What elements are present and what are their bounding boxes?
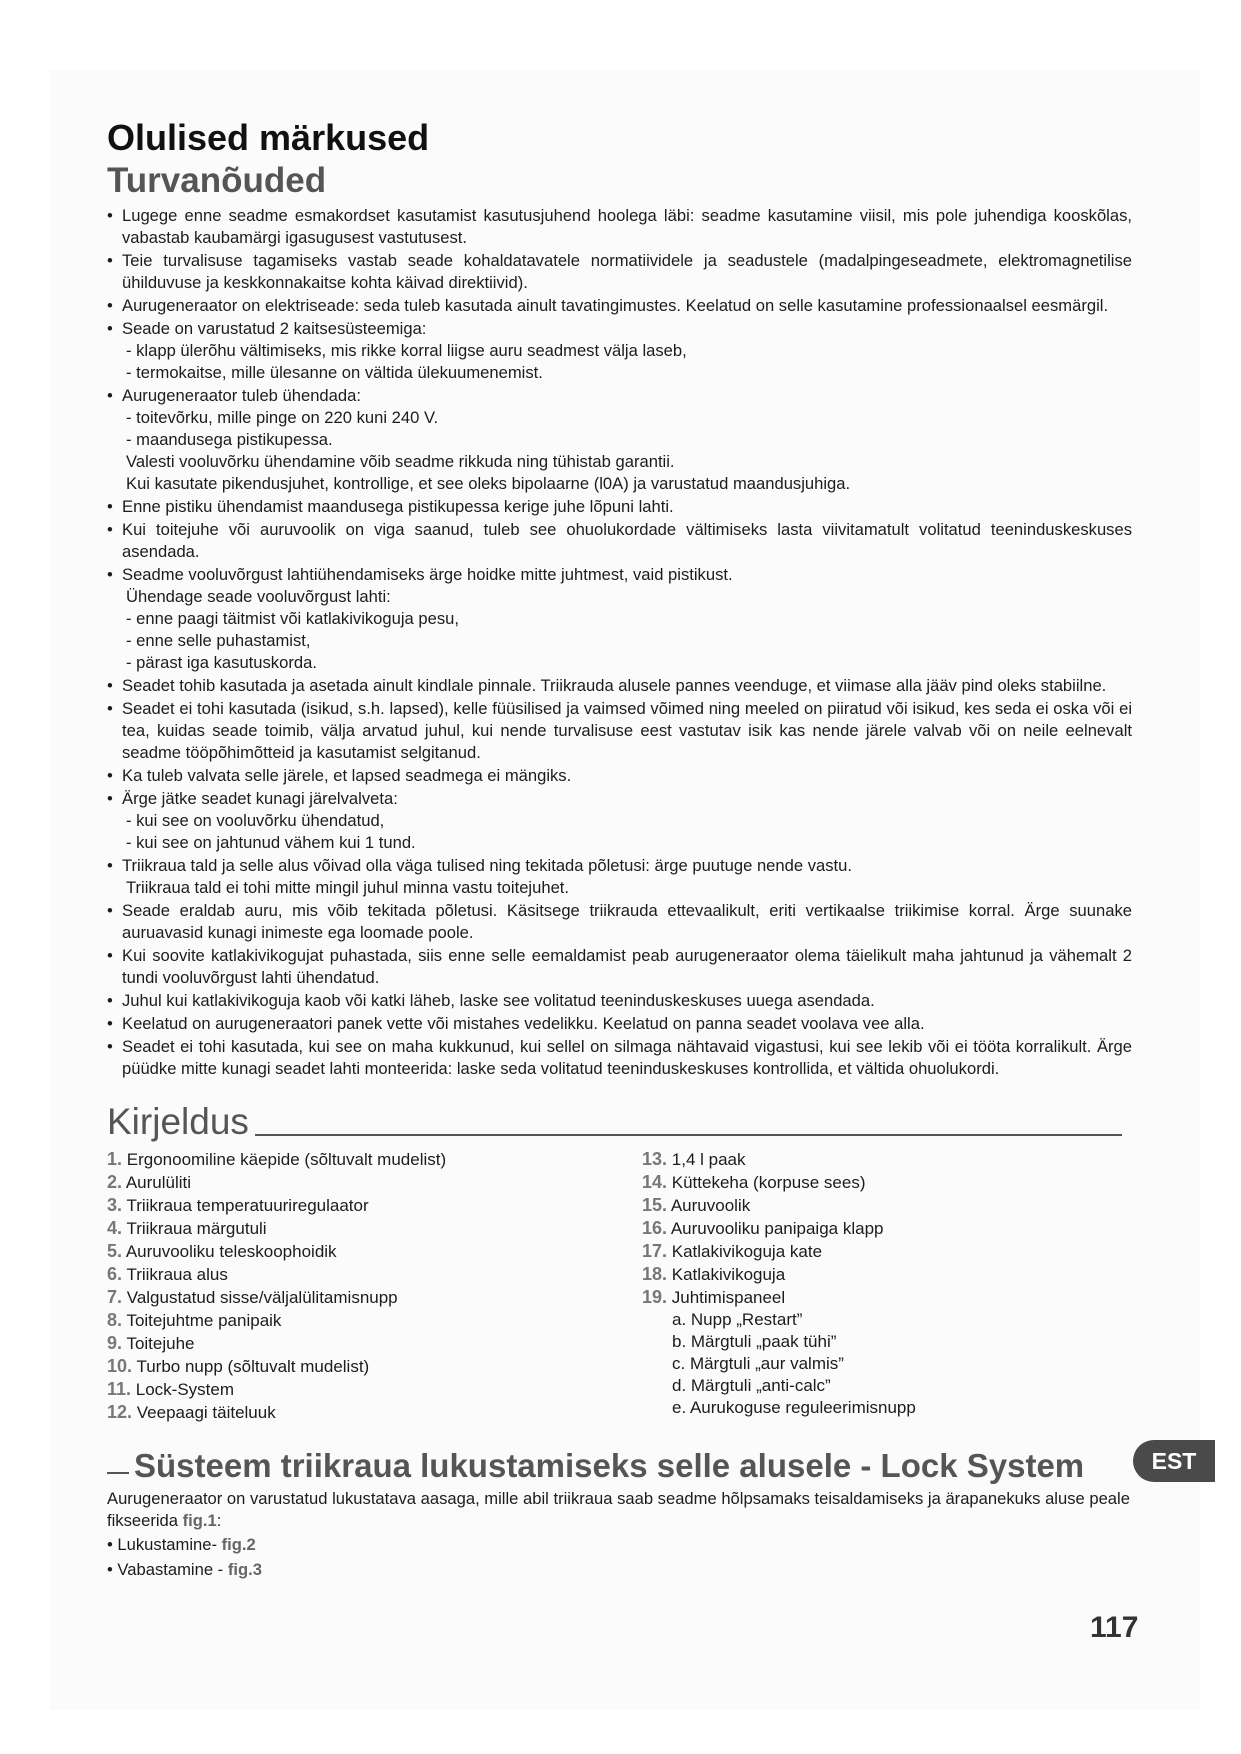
panel-item: d. Märgtuli „anti-calc” — [672, 1376, 831, 1395]
heading-dash — [107, 1472, 129, 1474]
sub-item: - klapp ülerõhu vältimiseks, mis rikke korral liigse auru seadmest välja laseb, — [126, 341, 687, 360]
list-item — [107, 1263, 642, 1286]
sub-item: - enne selle puhastamist, — [126, 631, 311, 650]
list-item-text: Aurugeneraator tuleb ühendada: — [122, 386, 361, 405]
panel-item: a. Nupp „Restart” — [672, 1310, 803, 1329]
item-label: Küttekeha (korpuse sees) — [671, 1173, 866, 1192]
list-item — [642, 1148, 1122, 1171]
list-item — [107, 855, 1132, 899]
list-item — [107, 788, 1132, 854]
list-item — [642, 1263, 1122, 1286]
page-content — [107, 117, 1132, 1582]
list-item — [107, 385, 1132, 495]
list-item — [107, 1309, 642, 1332]
item-number: 17. — [642, 1241, 668, 1261]
item-label: Valgustatud sisse/väljalülitamisnupp — [126, 1288, 398, 1307]
lock-system-intro: Aurugeneraator on varustatud lukustatava aasaga, mille abil triikraua saab seadme hõlpsamaks teisaldamiseks ja ärapanekuks aluse peale fikseerida fig.1: — [107, 1489, 1130, 1530]
item-number: 18. — [642, 1264, 668, 1284]
item-number: 3. — [107, 1195, 123, 1215]
description-left-column — [107, 1148, 642, 1424]
list-item: • Juhul kui katlakivikoguja kaob või katki läheb, laske see volitatud teeninduskeskuses uuega asendada. — [107, 990, 1132, 1012]
safety-title: Turvanõuded — [107, 161, 327, 200]
control-panel-list — [642, 1309, 1122, 1419]
list-item — [107, 1286, 642, 1309]
item-number: 12. — [107, 1402, 133, 1422]
description-heading — [107, 1102, 1132, 1142]
item-label: Turbo nupp (sõltuvalt mudelist) — [136, 1357, 370, 1376]
list-item-text: Seadme vooluvõrgust lahtiühendamiseks ärge hoidke mitte juhtmest, vaid pistikust. — [122, 565, 733, 584]
description-right-list — [642, 1148, 1122, 1309]
list-item — [642, 1194, 1122, 1217]
list-item-text: Seade on varustatud 2 kaitsesüsteemiga: — [122, 319, 427, 338]
item-number: 2. — [107, 1172, 123, 1192]
item-label: Auruvooliku panipaiga klapp — [670, 1219, 884, 1238]
item-label: Veepaagi täiteluuk — [136, 1403, 276, 1422]
list-item: • Lugege enne seadme esmakordset kasutamist kasutusjuhend hoolega läbi: seadme kasutamine viisil, mis pole juhendiga kooskõlas, vabastab kaubamärgi igasugusest vastutusest. — [107, 205, 1132, 249]
heading-rule — [255, 1134, 1122, 1136]
main-title: Olulised märkused — [107, 117, 430, 158]
item-label: Triikraua temperatuuriregulaator — [126, 1196, 369, 1215]
item-label: Toitejuhtme panipaik — [126, 1311, 282, 1330]
item-number: 9. — [107, 1333, 123, 1353]
language-badge: EST — [1133, 1440, 1215, 1482]
item-number: 15. — [642, 1195, 668, 1215]
description-title: Kirjeldus — [107, 1101, 249, 1142]
lock-system-title: Süsteem triikraua lukustamiseks selle alusele - Lock System — [134, 1447, 1085, 1484]
list-item: • Keelatud on aurugeneraatori panek vette või mistahes vedelikku. Keelatud on panna seadet voolava vee alla. — [107, 1013, 1132, 1035]
item-label: Aurulüliti — [125, 1173, 192, 1192]
item-label: Triikraua alus — [126, 1265, 228, 1284]
note-text: Kui kasutate pikendusjuhet, kontrollige, et see oleks bipolaarne (l0A) ja varustatud maandusjuhiga. — [126, 474, 851, 493]
figure-reference: fig.1 — [182, 1511, 217, 1530]
page-number: 117 — [1090, 1611, 1139, 1644]
lock-system-heading — [107, 1446, 1132, 1486]
lock-step-label: • Lukustamine- — [107, 1535, 218, 1554]
description-columns — [107, 1148, 1132, 1424]
item-label: Lock-System — [135, 1380, 235, 1399]
list-item: • Seadet tohib kasutada ja asetada ainult kindlale pinnale. Triikrauda alusele pannes veenduge, et viimase alla jääv pind oleks stabiilne. — [107, 675, 1132, 697]
lock-intro-text: Aurugeneraator on varustatud lukustatava aasaga, mille abil triikraua saab seadme hõlpsamaks teisaldamiseks ja ärapanekuks aluse peale fikseerida — [107, 1489, 1130, 1530]
list-item — [107, 1171, 642, 1194]
item-label: Toitejuhe — [126, 1334, 195, 1353]
list-item — [107, 1332, 642, 1355]
safety-list — [107, 205, 1132, 1080]
panel-item: e. Aurukoguse reguleerimisnupp — [672, 1398, 916, 1417]
sub-item: - termokaitse, mille ülesanne on vältida ülekuumenemist. — [126, 363, 543, 382]
list-item: • Kui toitejuhe või auruvoolik on viga saanud, tuleb see ohuolukordade vältimiseks lasta viivitamatult volitatud teeninduskeskuses asendada. — [107, 519, 1132, 563]
list-item — [107, 1355, 642, 1378]
unlock-step-label: • Vabastamine - — [107, 1560, 224, 1579]
item-label: Auruvooliku teleskoophoidik — [125, 1242, 337, 1261]
item-number: 16. — [642, 1218, 668, 1238]
item-number: 7. — [107, 1287, 123, 1307]
list-item — [107, 1148, 642, 1171]
item-label: Katlakivikoguja kate — [671, 1242, 823, 1261]
description-right-column — [642, 1148, 1122, 1424]
item-number: 11. — [107, 1379, 132, 1399]
list-item-text: Triikraua tald ja selle alus võivad olla väga tulised ning tekitada põletusi: ärge puutuge nende vastu. — [122, 856, 852, 875]
list-item — [107, 1401, 642, 1424]
list-item: • Teie turvalisuse tagamiseks vastab seade kohaldatavatele normatiividele ja seadustele (madalpingeseadmete, elektromagnetilise ühilduvuse ja keskkonnakaitse kohta käivad direktiivid). — [107, 250, 1132, 294]
item-number: 5. — [107, 1241, 123, 1261]
list-item: • Aurugeneraator on elektriseade: seda tuleb kasutada ainult tavatingimustes. Keelatud on selle kasutamine professionaalsel eesmärgil. — [107, 295, 1132, 317]
item-label: Auruvoolik — [670, 1196, 751, 1215]
item-number: 6. — [107, 1264, 123, 1284]
item-number: 1. — [107, 1149, 123, 1169]
list-item: • Enne pistiku ühendamist maandusega pistikupessa kerige juhe lõpuni lahti. — [107, 496, 1132, 518]
list-item — [642, 1286, 1122, 1309]
item-label: Katlakivikoguja — [671, 1265, 786, 1284]
item-label: 1,4 l paak — [671, 1150, 746, 1169]
list-item: • Seadet ei tohi kasutada, kui see on maha kukkunud, kui sellel on silmaga nähtavaid vigastusi, kui see lekib või ei tööta korralikult. Ärge püüdke mitte kunagi seadet lahti monteerida: laske seda volitatud teeninduskeskuses kontrollida, et vältida ohuolukordi. — [107, 1036, 1132, 1080]
figure-reference: fig.2 — [221, 1535, 256, 1554]
item-label: Juhtimispaneel — [671, 1288, 786, 1307]
list-item — [107, 1532, 1132, 1557]
list-item — [107, 1240, 642, 1263]
list-item — [642, 1240, 1122, 1263]
sub-item: - enne paagi täitmist või katlakivikoguja pesu, — [126, 609, 459, 628]
item-number: 19. — [642, 1287, 668, 1307]
list-item — [107, 1378, 642, 1401]
list-item — [107, 318, 1132, 384]
panel-item: b. Märgtuli „paak tühi” — [672, 1332, 837, 1351]
list-item: • Ka tuleb valvata selle järele, et lapsed seadmega ei mängiks. — [107, 765, 1132, 787]
list-item — [107, 564, 1132, 674]
item-number: 10. — [107, 1356, 133, 1376]
panel-item: c. Märgtuli „aur valmis” — [672, 1354, 844, 1373]
item-label: Ergonoomiline käepide (sõltuvalt mudelist) — [126, 1150, 447, 1169]
item-number: 8. — [107, 1310, 123, 1330]
sub-item: - kui see on vooluvõrku ühendatud, — [126, 811, 385, 830]
figure-reference: fig.3 — [227, 1560, 262, 1579]
list-item — [642, 1171, 1122, 1194]
item-label: Triikraua märgutuli — [126, 1219, 267, 1238]
item-number: 13. — [642, 1149, 668, 1169]
item-number: 14. — [642, 1172, 668, 1192]
list-item: • Seade eraldab auru, mis võib tekitada põletusi. Käsitsege triikrauda ettevaalikult, eriti vertikaalse triikimise korral. Ärge suunake auruavasid kunagi inimeste ega loomade poole. — [107, 900, 1132, 944]
note-text: Triikraua tald ei tohi mitte mingil juhul minna vastu toitejuhet. — [126, 878, 570, 897]
sub-item: - kui see on jahtunud vähem kui 1 tund. — [126, 833, 416, 852]
list-item-text: Ärge jätke seadet kunagi järelvalveta: — [122, 789, 398, 808]
note-text: Valesti vooluvõrku ühendamine võib seadme rikkuda ning tühistab garantii. — [126, 452, 675, 471]
sub-item: - toitevõrku, mille pinge on 220 kuni 240 V. — [126, 408, 439, 427]
item-number: 4. — [107, 1218, 123, 1238]
list-item — [642, 1217, 1122, 1240]
sub-item: - pärast iga kasutuskorda. — [126, 653, 317, 672]
lock-steps — [107, 1532, 1132, 1582]
note-text: Ühendage seade vooluvõrgust lahti: — [126, 587, 391, 606]
list-item — [107, 1557, 1132, 1582]
sub-item: - maandusega pistikupessa. — [126, 430, 333, 449]
list-item: • Seadet ei tohi kasutada (isikud, s.h. lapsed), kelle füüsilised ja vaimsed võimed ning meeled on piiratud või isikud, kes seda ei oska või ei tea, kuidas seade toimib, välja arvatud juhul, kui nende turvalisuse eest vastutav isik kas nende järele valvab või on neile eelnevalt seadme tööpõhimõtteid ja kasutamist selgitanud. — [107, 698, 1132, 764]
list-item — [107, 1194, 642, 1217]
list-item: • Kui soovite katlakivikogujat puhastada, siis enne selle eemaldamist peab aurugeneraator olema täielikult maha jahtunud ja vähemalt 2 tundi vooluvõrgust lahti ühendatud. — [107, 945, 1132, 989]
list-item — [107, 1217, 642, 1240]
